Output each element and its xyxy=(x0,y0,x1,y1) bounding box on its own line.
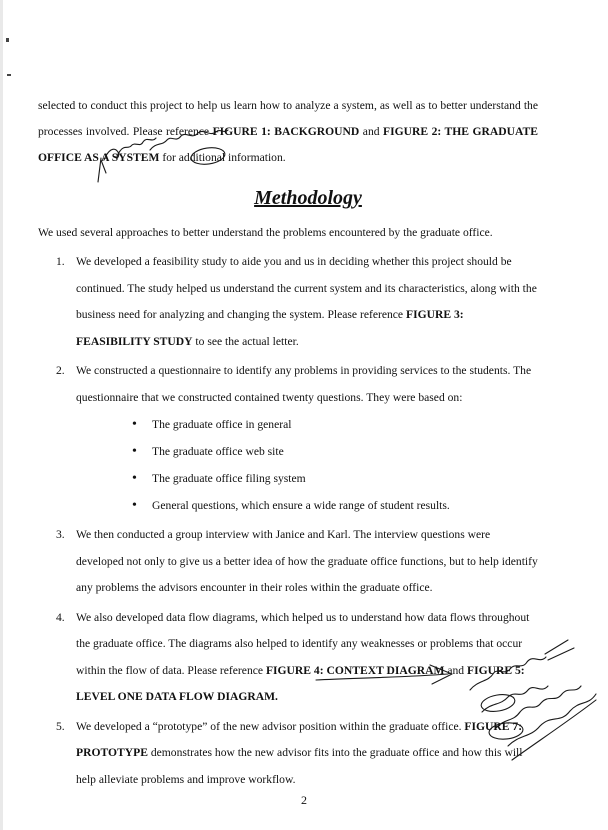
item-text: We then conducted a group interview with Janice and Karl. The interview questions were developed not only to give us a better idea of how the graduate office functions, but to help identify any problems the advisors encounter in their roles within the graduate office. xyxy=(76,528,538,594)
figure-7-ref: FIGURE 7: PROTOTYPE xyxy=(76,719,523,759)
intro-paragraph xyxy=(38,93,538,171)
item-number: 4. xyxy=(56,610,65,624)
item-tail: to see the actual letter. xyxy=(192,334,299,348)
conjunction: and xyxy=(444,663,468,677)
methodology-list xyxy=(38,249,538,793)
list-item xyxy=(38,714,538,794)
item-text: We constructed a questionnaire to identify any problems in providing services to the students. The questionnaire that we constructed contained twenty questions. They were based on: xyxy=(76,364,532,404)
item-number: 2. xyxy=(56,364,65,377)
question-topics xyxy=(76,411,538,519)
section-heading: Methodology xyxy=(254,187,362,209)
figure-2-ref: FIGURE 2: THE GRADUATE OFFICE AS A SYSTEM xyxy=(38,125,538,164)
bullet-item: • The graduate office filing system xyxy=(132,465,538,492)
item-text: We developed a “prototype” of the new advisor position within the graduate office. xyxy=(76,719,465,733)
item-text: We developed a feasibility study to aide you and us in deciding whether this project should be continued. The study helped us understand the current system and its characteristics, along with the business need for analyzing and changing the system. Please reference xyxy=(76,255,537,321)
scan-edge xyxy=(0,0,3,830)
item-number: 1. xyxy=(56,255,65,268)
document-page xyxy=(38,93,538,796)
figure-4-ref: FIGURE 4: CONTEXT DIAGRAM xyxy=(265,663,445,677)
scan-speck xyxy=(7,74,11,76)
item-number: 3. xyxy=(56,528,65,541)
list-item xyxy=(38,605,538,711)
list-item xyxy=(38,249,538,355)
list-item xyxy=(38,522,538,602)
lead-sentence: We used several approaches to better understand the problems encountered by the graduate office. xyxy=(38,226,493,239)
item-text: We also developed data flow diagrams, which helped us to understand how data flows throughout the graduate office. The diagrams also helped to identify any weaknesses or problems that occur within the flow of data. Please reference xyxy=(76,610,530,677)
figure-1-ref: FIGURE 1: BACKGROUND xyxy=(212,125,360,138)
intro-line-2-start: the processes involved. Please reference xyxy=(38,99,538,138)
page-number: 2 xyxy=(301,793,307,807)
intro-end: for additional information. xyxy=(159,151,286,164)
item-tail: demonstrates how the new advisor fits into the graduate office and how this will help alleviate problems and improve workflow. xyxy=(76,746,523,786)
bullet-item: • The graduate office in general xyxy=(132,411,538,438)
list-item xyxy=(38,358,538,519)
margin-arrow-tick xyxy=(545,640,574,660)
figure-3-ref: FIGURE 3: FEASIBILITY STUDY xyxy=(76,308,464,348)
intro-line-1: selected to conduct this project to help us learn how to analyze a system, as well as to better understand xyxy=(38,99,521,112)
conjunction: and xyxy=(359,125,384,138)
bullet-item: • The graduate office web site xyxy=(132,438,538,465)
scan-speck xyxy=(6,38,9,42)
figure-5-ref: FIGURE 5: LEVEL ONE DATA FLOW DIAGRAM. xyxy=(76,663,525,703)
item-number: 5. xyxy=(56,719,65,733)
bullet-item: • General questions, which ensure a wide range of student results. xyxy=(132,492,538,519)
